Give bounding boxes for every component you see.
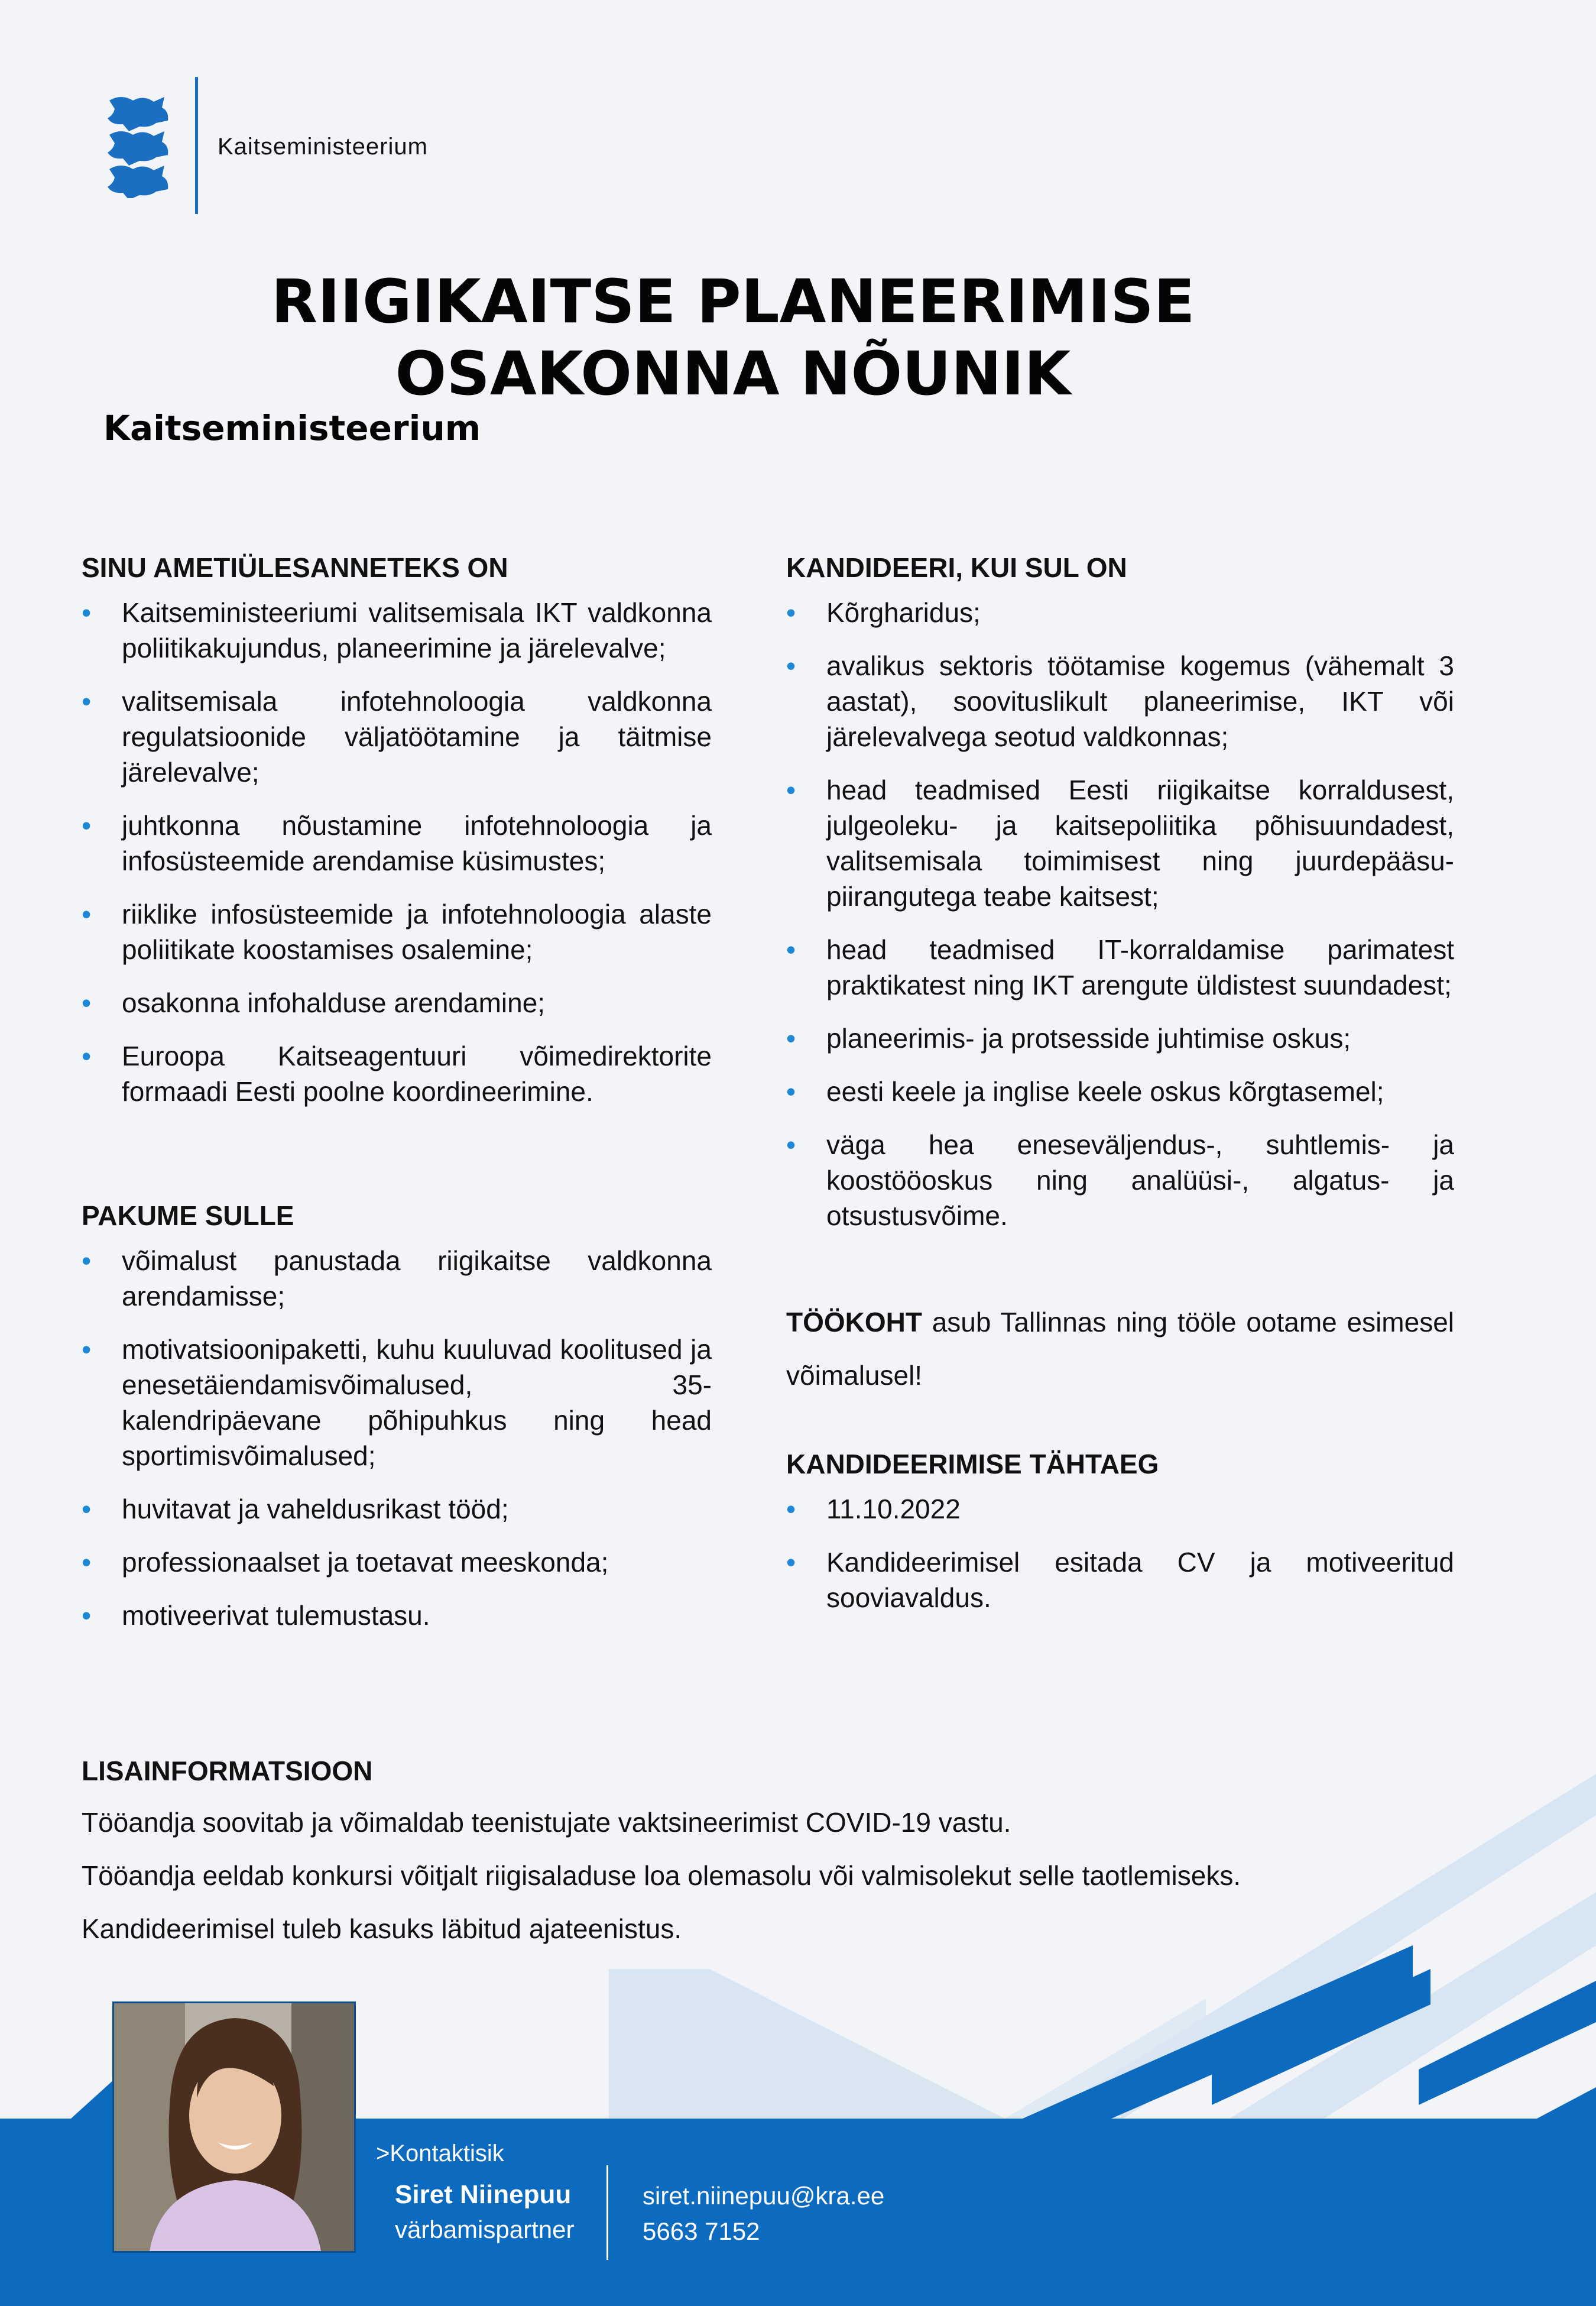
bullet-icon: • [82, 810, 92, 841]
list-item: • 11.10.2022 [786, 1491, 1454, 1527]
left-column [82, 550, 712, 1651]
logo-divider [195, 77, 198, 214]
bullet-icon: • [82, 987, 92, 1018]
bullet-icon: • [786, 597, 796, 628]
list-item: • head teadmised IT-korraldamise parimatest praktikatest ning IKT arengute üldistest suundadest; [786, 932, 1454, 1003]
contact-email-link[interactable]: siret.niinepuu@kra.ee [643, 2182, 885, 2210]
list-item: • väga hea eneseväljendus-, suhtlemis- ja koostööoskus ning analüüsi-, algatus- ja otsustusvõime. [786, 1127, 1454, 1233]
contact-photo [112, 2001, 356, 2253]
right-column [786, 550, 1454, 1633]
extra-line: Tööandja soovitab ja võimaldab teenistujate vaktsineerimist COVID-19 vastu. [82, 1807, 1011, 1838]
bullet-icon: • [786, 1547, 796, 1578]
requirements-list [786, 595, 1454, 1233]
list-item: • avalikus sektoris töötamise kogemus (vähemalt 3 aastat), soovituslikult planeerimise, IKT või järelevalvega seotud valdkonnas; [786, 648, 1454, 754]
blue-stripe [1537, 2087, 1596, 2119]
bullet-icon: • [82, 899, 92, 929]
deadline-list [786, 1491, 1454, 1615]
contact-divider [606, 2165, 608, 2260]
bullet-icon: • [82, 1334, 92, 1365]
logo-wordmark: Kaitseministeerium [218, 134, 428, 160]
contact-label: >Kontaktisik [376, 2140, 504, 2166]
list-item: • Kandideerimisel esitada CV ja motiveeritud sooviavaldus. [786, 1544, 1454, 1615]
deadline-title: KANDIDEERIMISE TÄHTAEG [786, 1449, 1159, 1479]
contact-name: Siret Niinepuu [395, 2180, 572, 2209]
bullet-icon: • [786, 775, 796, 805]
list-item: • planeerimis- ja protsesside juhtimise oskus; [786, 1021, 1454, 1056]
list-item: • juhtkonna nõustamine infotehnoloogia ja infosüsteemide arendamise küsimustes; [82, 808, 712, 879]
list-item: • osakonna infohalduse arendamine; [82, 985, 712, 1021]
bullet-icon: • [82, 1600, 92, 1631]
bullet-icon: • [786, 1023, 796, 1054]
bullet-icon: • [82, 686, 92, 717]
list-item: • Kaitseministeeriumi valitsemisala IKT valdkonna poliitikakujundus, planeerimine ja järelevalve; [82, 595, 712, 666]
extra-line: Tööandja eeldab konkursi võitjalt riigisaladuse loa olemasolu või valmisolekut selle taotlemiseks. [82, 1860, 1241, 1891]
duties-title: SINU AMETIÜLESANNETEKS ON [82, 552, 508, 583]
bullet-icon: • [82, 1547, 92, 1578]
workplace-text: TÖÖKOHT asub Tallinnas ning tööle ootame esimesel võimalusel! [786, 1307, 1454, 1391]
contact-phone-link[interactable]: 5663 7152 [643, 2217, 760, 2245]
list-item: • Euroopa Kaitseagentuuri võimedirektorite formaadi Eesti poolne koordineerimine. [82, 1038, 712, 1109]
requirements-title: KANDIDEERI, KUI SUL ON [786, 552, 1127, 583]
list-item: • riiklike infosüsteemide ja infotehnoloogia alaste poliitikate koostamises osalemine; [82, 896, 712, 967]
bullet-icon: • [786, 650, 796, 681]
bullet-icon: • [786, 934, 796, 965]
list-item: • valitsemisala infotehnoloogia valdkonna regulatsioonide väljatöötamine ja täitmise järelevalve; [82, 684, 712, 790]
bullet-icon: • [786, 1129, 796, 1160]
title-line-1: RIIGIKAITSE PLANEERIMISE [271, 267, 1195, 337]
list-item: • võimalust panustada riigikaitse valdkonna arendamisse; [82, 1243, 712, 1314]
bullet-icon: • [786, 1076, 796, 1107]
list-item: • head teadmised Eesti riigikaitse korraldusest, julgeoleku- ja kaitsepoliitika põhisuundadest, valitsemisala toimimisest ning juurdepääsu-piirangutega teabe kaitsest; [786, 772, 1454, 914]
list-item: • eesti keele ja inglise keele oskus kõrgtasemel; [786, 1074, 1454, 1109]
bullet-icon: • [82, 597, 92, 628]
additional-info [82, 1753, 1441, 1955]
organization-name: Kaitseministeerium [103, 408, 481, 448]
page-title [142, 266, 1324, 410]
bullet-icon: • [786, 1494, 796, 1524]
light-stripe [609, 1969, 1005, 2119]
offer-list [82, 1243, 712, 1633]
bullet-icon: • [82, 1494, 92, 1524]
bullet-icon: • [82, 1041, 92, 1071]
list-item: • huvitavat ja vaheldusrikast tööd; [82, 1491, 712, 1527]
title-line-2: OSAKONNA NÕUNIK [395, 339, 1071, 409]
bullet-icon: • [82, 1245, 92, 1276]
extra-line: Kandideerimisel tuleb kasuks läbitud ajateenistus. [82, 1913, 682, 1944]
workplace-label: TÖÖKOHT [786, 1307, 922, 1337]
list-item: • Kõrgharidus; [786, 595, 1454, 630]
list-item: • motiveerivat tulemustasu. [82, 1598, 712, 1633]
coat-of-arms-icon [100, 95, 177, 198]
contact-role: värbamispartner [395, 2216, 575, 2243]
offer-title: PAKUME SULLE [82, 1200, 294, 1231]
list-item: • motivatsioonipaketti, kuhu kuuluvad koolitused ja enesetäiendamisvõimalused, 35-kalendripäevane põhipuhkus ning head sportimisvõimalused; [82, 1332, 712, 1473]
person-portrait-icon [114, 2003, 354, 2251]
extra-title: LISAINFORMATSIOON [82, 1756, 373, 1786]
duties-list [82, 595, 712, 1109]
list-item: • professionaalset ja toetavat meeskonda; [82, 1544, 712, 1580]
